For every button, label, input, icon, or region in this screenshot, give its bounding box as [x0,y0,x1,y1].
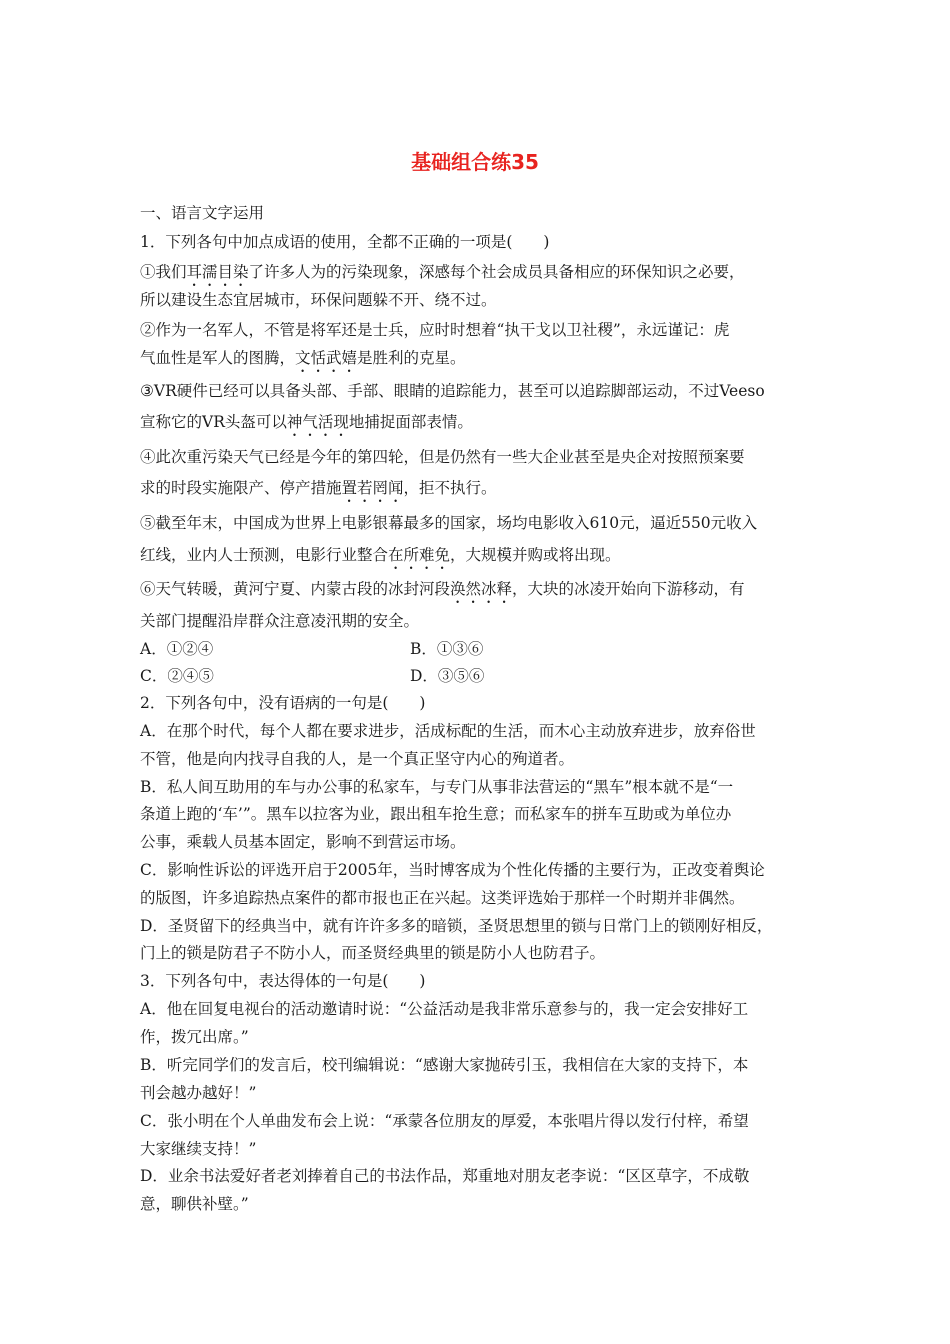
q2-option-c-cont: 的版图，许多追踪热点案件的都市报也正在兴起。这类评选始于那样一个时期并非偶然。 [140,889,745,907]
q3-option-d-cont: 意，聊供补壁。” [140,1195,249,1213]
q3-option-b: B．听完同学们的发言后，校刊编辑说：“感谢大家抛砖引玉，我相信在大家的支持下，本 [140,1056,749,1074]
section-heading: 一、语言文字运用 [140,204,265,222]
q2-option-d: D．圣贤留下的经典当中，就有许许多多的暗锁，圣贤思想里的锁与日常门上的锁刚好相反， [140,917,773,935]
q3-option-d: D．业余书法爱好者老刘捧着自己的书法作品，郑重地对朋友老李说：“区区草字，不成敬 [140,1167,750,1185]
q1-sentence-4-cont: 求的时段实施限产、停产措施置若罔闻，拒不执行。 [140,479,497,497]
q3-option-a: A．他在回复电视台的活动邀请时说：“公益活动是我非常乐意参与的，我一定会安排好工 [140,1000,749,1018]
q2-option-a: A．在那个时代，每个人都在要求进步，活成标配的生活，而木心主动放弃进步，放弃俗世 [140,722,756,740]
q2-option-d-cont: 门上的锁是防君子不防小人，而圣贤经典里的锁是防小人也防君子。 [140,944,606,962]
q1-sentence-3-cont: 宣称它的VR头盔可以神气活现地捕捉面部表情。 [140,413,473,431]
q1-option-a: A．①②④ [140,640,214,658]
q1-sentence-4: ④此次重污染天气已经是今年的第四轮，但是仍然有一些大企业甚至是央企对按照预案要 [140,448,745,466]
q1-sentence-6: ⑥天气转暖，黄河宁夏、内蒙古段的冰封河段涣然冰释，大块的冰凌开始向下游移动，有 [140,580,745,598]
q1-sentence-5: ⑤截至年末，中国成为世界上电影银幕最多的国家，场均电影收入610元，逼近550元收入 [140,514,758,532]
q2-option-b-cont: 条道上跑的‘车’”。黑车以拉客为业，跟出租车抢生意；而私家车的拼车互助或为单位办 [140,805,732,823]
dotted-idiom: 置若罔闻 [341,479,404,497]
q2-option-c: C．影响性诉讼的评选开启于2005年，当时博客成为个性化传播的主要行为，正改变着舆论 [140,861,765,879]
dotted-idiom: 在所难免 [388,546,451,564]
question-1-stem: 1．下列各句中加点成语的使用，全都不正确的一项是( ) [140,233,550,251]
q2-option-b-cont: 公事，乘载人员基本固定，影响不到营运市场。 [140,833,466,851]
q3-option-a-cont: 作，拨冗出席。” [140,1028,249,1046]
q3-option-c-cont: 大家继续支持！” [140,1140,257,1158]
dotted-idiom: 耳濡目染 [186,263,249,281]
dotted-idiom: 神气活现 [286,413,349,431]
q2-option-a-cont: 不管，他是向内找寻自我的人，是一个真正坚守内心的殉道者。 [140,750,575,768]
q1-sentence-3: ③VR硬件已经可以具备头部、手部、眼睛的追踪能力，甚至可以追踪脚部运动，不过Veeso [140,382,765,400]
q1-option-c: C．②④⑤ [140,667,214,685]
page-title: 基础组合练35 [411,150,539,174]
q1-sentence-5-cont: 红线，业内人士预测，电影行业整合在所难免，大规模并购或将出现。 [140,546,621,564]
q1-option-b: B．①③⑥ [410,640,484,658]
question-3-stem: 3．下列各句中，表达得体的一句是( ) [140,972,426,990]
q2-option-b: B．私人间互助用的车与办公事的私家车，与专门从事非法营运的“黑车”根本就不是“一 [140,778,734,796]
q1-option-d: D．③⑤⑥ [410,667,485,685]
q1-sentence-2-cont: 气血性是军人的图腾，文恬武嬉是胜利的克星。 [140,349,466,367]
q1-sentence-1-cont: 所以建设生态宜居城市，环保问题躲不开、绕不过。 [140,291,497,309]
dotted-idiom: 文恬武嬉 [295,349,358,367]
q1-sentence-2: ②作为一名军人，不管是将军还是士兵，应时时想着“执干戈以卫社稷”，永远谨记：虎 [140,321,730,339]
q1-sentence-6-cont: 关部门提醒沿岸群众注意凌汛期的安全。 [140,612,420,630]
question-2-stem: 2．下列各句中，没有语病的一句是( ) [140,694,426,712]
q3-option-b-cont: 刊会越办越好！” [140,1084,257,1102]
q1-sentence-1: ①我们耳濡目染了许多人为的污染现象，深感每个社会成员具备相应的环保知识之必要， [140,263,745,281]
q3-option-c: C．张小明在个人单曲发布会上说：“承蒙各位朋友的厚爱，本张唱片得以发行付梓，希望 [140,1112,749,1130]
dotted-idiom: 涣然冰释 [450,580,513,598]
